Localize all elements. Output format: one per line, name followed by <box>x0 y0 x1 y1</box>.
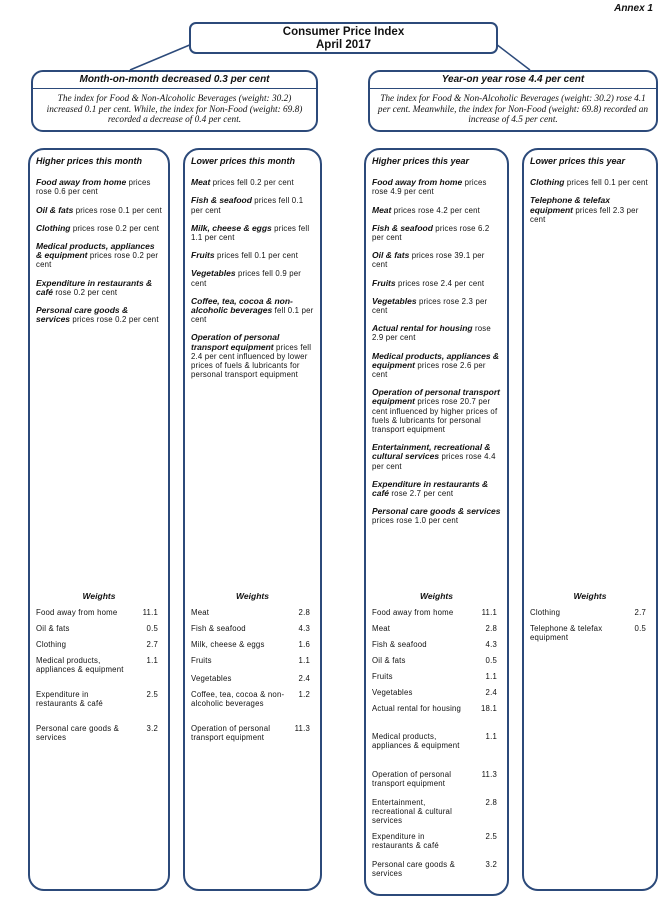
weight-name: Fruits <box>191 656 212 665</box>
weight-value: 1.1 <box>485 672 497 681</box>
item-name: Personal care goods & services <box>372 506 501 517</box>
price-item <box>366 251 507 269</box>
price-item <box>366 507 507 525</box>
weight-name: Milk, cheese & eggs <box>191 640 265 649</box>
weight-row <box>372 608 501 617</box>
item-change-text: prices rose 4.9 per cent <box>372 178 487 197</box>
weight-row <box>36 724 162 742</box>
item-change-text: prices rose 1.0 per cent <box>372 516 459 526</box>
price-item <box>30 224 168 233</box>
item-change-text: rose 0.2 per cent <box>55 287 118 297</box>
weight-value: 2.5 <box>485 832 497 841</box>
weight-value: 2.8 <box>485 798 497 807</box>
column-heading: Higher prices this month <box>36 156 143 166</box>
weight-row <box>191 724 314 742</box>
mom-lower-column <box>183 148 322 891</box>
weight-row <box>372 770 501 788</box>
item-change-text: prices rose 0.6 per cent <box>36 178 151 197</box>
mom-summary-box <box>31 70 318 132</box>
weight-value: 3.2 <box>485 860 497 869</box>
weight-value: 0.5 <box>634 624 646 633</box>
weight-name: Fruits <box>372 672 393 681</box>
item-name: Oil & fats <box>372 250 412 261</box>
item-name: Operation of personal transport equipment <box>191 332 280 352</box>
item-name: Clothing <box>36 222 73 233</box>
title-line1: Consumer Price Index <box>282 26 405 38</box>
weight-name: Vegetables <box>191 674 232 683</box>
price-item <box>185 224 320 242</box>
weight-value: 11.3 <box>481 770 497 779</box>
column-heading: Lower prices this year <box>530 156 626 166</box>
item-name: Expenditure in restaurants & café <box>372 478 489 499</box>
weight-name: Clothing <box>36 640 67 649</box>
weight-row <box>372 832 501 850</box>
weight-value: 1.1 <box>298 656 310 665</box>
weight-name: Oil & fats <box>36 624 70 633</box>
item-name: Meat <box>191 177 213 188</box>
item-name: Milk, cheese & eggs <box>191 222 275 233</box>
weight-value: 4.3 <box>298 624 310 633</box>
item-name: Vegetables <box>191 268 238 279</box>
weight-name: Actual rental for housing <box>372 704 462 713</box>
price-item <box>366 352 507 380</box>
weight-name: Food away from home <box>36 608 118 617</box>
item-name: Medical products, appliances & equipment <box>36 241 155 261</box>
price-item <box>185 333 320 379</box>
item-change-text: fell 0.1 per cent <box>191 306 314 325</box>
weight-value: 11.1 <box>142 608 158 617</box>
weight-value: 18.1 <box>481 704 497 713</box>
item-change-text: prices rose 20.7 per cent influenced by higher prices of fuels & lubricants for personal transport equipment <box>372 397 498 435</box>
weight-value: 1.1 <box>485 732 497 741</box>
column-heading: Higher prices this year <box>372 156 470 166</box>
yoy-higher-column <box>364 148 509 896</box>
weight-row <box>372 688 501 697</box>
yoy-lower-column <box>522 148 658 891</box>
weight-name: Fish & seafood <box>191 624 246 633</box>
price-item <box>185 269 320 287</box>
price-item <box>366 178 507 196</box>
weight-row <box>372 798 501 826</box>
weight-name: Oil & fats <box>372 656 406 665</box>
mom-heading: Month-on-month decreased 0.3 per cent <box>33 72 316 89</box>
title-line2: April 2017 <box>316 39 371 51</box>
weight-value: 2.5 <box>146 690 158 699</box>
weights-title: Weights <box>236 591 269 601</box>
item-name: Fruits <box>372 277 398 288</box>
weight-row <box>372 704 501 713</box>
weight-name: Fish & seafood <box>372 640 427 649</box>
weight-name: Medical products, appliances & equipment <box>36 656 124 675</box>
weights-title: Weights <box>82 591 116 601</box>
item-name: Personal care goods & services <box>36 305 129 325</box>
item-name: Telephone & telefax equipment <box>530 195 610 215</box>
weight-value: 2.4 <box>485 688 497 697</box>
item-name: Expenditure in restaurants & café <box>36 277 153 297</box>
weight-name: Operation of personal transport equipment <box>191 724 271 743</box>
weight-row <box>372 656 501 665</box>
yoy-summary-box <box>368 70 658 132</box>
price-item <box>366 297 507 315</box>
price-item <box>185 297 320 325</box>
weight-row <box>372 732 501 750</box>
weight-name: Personal care goods & services <box>372 860 456 879</box>
weight-name: Medical products, appliances & equipment <box>372 732 460 751</box>
weight-row <box>372 860 501 878</box>
weights-title: Weights <box>573 591 607 601</box>
weight-row <box>36 656 162 674</box>
weight-row <box>36 624 162 633</box>
item-change-text: prices fell 0.1 per cent <box>216 251 299 261</box>
weight-value: 2.8 <box>485 624 497 633</box>
weight-name: Expenditure in restaurants & café <box>372 832 439 851</box>
price-item <box>524 196 656 224</box>
weight-name: Personal care goods & services <box>36 724 120 743</box>
yoy-heading: Year-on year rose 4.4 per cent <box>370 72 656 89</box>
price-item <box>30 178 168 196</box>
item-name: Actual rental for housing <box>372 323 475 334</box>
weights-title: Weights <box>420 591 453 601</box>
item-name: Fish & seafood <box>191 195 255 206</box>
item-change-text: prices rose 0.2 per cent <box>72 315 159 325</box>
item-change-text: prices rose 2.4 per cent <box>397 278 485 288</box>
price-item <box>30 279 168 297</box>
weight-name: Food away from home <box>372 608 454 617</box>
weight-row <box>191 640 314 649</box>
item-name: Entertainment, recreational & cultural services <box>372 442 491 462</box>
item-change-text: prices rose 4.2 per cent <box>393 205 481 215</box>
item-name: Food away from home <box>372 177 465 188</box>
item-name: Meat <box>372 204 394 215</box>
yoy-text: The index for Food & Non-Alcoholic Beverages (weight: 30.2) rose 4.1 per cent. Meanwhile, the index for Non-Food (weight: 69.8) recorded an increase of 4.5 per cent. <box>377 94 649 125</box>
mom-higher-column <box>28 148 170 891</box>
price-item <box>366 443 507 471</box>
price-item <box>30 242 168 270</box>
item-change-text: prices fell 2.3 per cent <box>530 205 639 224</box>
item-change-text: prices rose 0.2 per cent <box>72 223 160 233</box>
item-change-text: rose 2.9 per cent <box>372 324 491 343</box>
price-item <box>185 196 320 214</box>
item-name: Food away from home <box>36 177 129 188</box>
weight-row <box>372 672 501 681</box>
title-box <box>189 22 498 54</box>
item-name: Fruits <box>191 250 217 261</box>
price-item <box>366 480 507 498</box>
item-change-text: prices fell 0.2 per cent <box>212 178 294 188</box>
item-change-text: prices fell 1.1 per cent <box>191 223 310 243</box>
weight-row <box>191 624 314 633</box>
weight-value: 2.8 <box>298 608 310 617</box>
weight-name: Meat <box>191 608 210 617</box>
weight-value: 2.4 <box>298 674 310 683</box>
item-name: Oil & fats <box>36 204 76 215</box>
item-change-text: prices rose 2.6 per cent <box>372 360 486 380</box>
weight-row <box>36 690 162 708</box>
item-change-text: prices rose 2.3 per cent <box>372 296 488 316</box>
item-change-text: rose 2.7 per cent <box>391 489 454 499</box>
price-item <box>366 206 507 215</box>
item-change-text: prices rose 0.1 per cent <box>75 205 162 215</box>
item-name: Clothing <box>530 177 567 188</box>
price-item <box>366 388 507 434</box>
weight-row <box>530 624 650 642</box>
weight-value: 2.7 <box>634 608 646 617</box>
column-heading: Lower prices this month <box>191 156 296 166</box>
item-name: Coffee, tea, cocoa & non-alcoholic beverages <box>191 295 293 316</box>
weight-name: Meat <box>372 624 391 633</box>
price-item <box>185 178 320 187</box>
weight-value: 1.6 <box>298 640 310 649</box>
item-change-text: prices fell 0.1 per cent <box>191 196 304 215</box>
weight-row <box>36 640 162 649</box>
weight-value: 1.2 <box>298 690 310 699</box>
weight-value: 11.3 <box>294 724 310 733</box>
item-change-text: prices rose 6.2 per cent <box>372 223 490 243</box>
weight-value: 2.7 <box>146 640 158 649</box>
price-item <box>524 178 656 187</box>
weight-value: 3.2 <box>146 724 158 733</box>
weight-value: 4.3 <box>485 640 497 649</box>
weight-name: Expenditure in restaurants & café <box>36 690 103 709</box>
weight-name: Entertainment, recreational & cultural services <box>372 798 453 826</box>
price-item <box>366 224 507 242</box>
item-change-text: prices rose 39.1 per cent <box>372 251 485 270</box>
weight-value: 0.5 <box>485 656 497 665</box>
weight-row <box>191 608 314 617</box>
weight-name: Clothing <box>530 608 561 617</box>
weight-value: 1.1 <box>146 656 158 665</box>
item-name: Vegetables <box>372 295 419 306</box>
price-item <box>366 279 507 288</box>
price-item <box>366 324 507 342</box>
item-change-text: prices fell 0.9 per cent <box>191 269 302 288</box>
weight-value: 11.1 <box>481 608 497 617</box>
annex-label: Annex 1 <box>614 3 653 14</box>
weight-row <box>191 674 314 683</box>
weight-name: Operation of personal transport equipment <box>372 770 452 789</box>
item-change-text: prices fell 0.1 per cent <box>566 178 648 188</box>
weight-row <box>191 656 314 665</box>
item-name: Medical products, appliances & equipment <box>372 350 500 370</box>
weight-name: Coffee, tea, cocoa & non-alcoholic beverages <box>191 690 285 709</box>
weight-value: 0.5 <box>146 624 158 633</box>
price-item <box>30 206 168 215</box>
price-item <box>30 306 168 324</box>
item-change-text: prices rose 0.2 per cent <box>36 251 159 270</box>
item-name: Operation of personal transport equipment <box>372 387 500 407</box>
price-item <box>185 251 320 260</box>
weight-row <box>530 608 650 617</box>
item-change-text: prices fell 2.4 per cent influenced by lower prices of fuels & lubricants for personal transport equipment <box>191 342 312 380</box>
item-change-text: prices rose 4.4 per cent <box>372 452 496 471</box>
weight-row <box>36 608 162 617</box>
weight-row <box>191 690 314 708</box>
mom-text: The index for Food & Non-Alcoholic Beverages (weight: 30.2) increased 0.1 per cent. While, the index for Non-Food (weight: 69.8) recorded a decrease of 0.4 per cent. <box>46 94 303 125</box>
item-name: Fish & seafood <box>372 222 436 233</box>
weight-name: Vegetables <box>372 688 413 697</box>
weight-row <box>372 640 501 649</box>
weight-row <box>372 624 501 633</box>
weight-name: Telephone & telefax equipment <box>530 624 603 643</box>
